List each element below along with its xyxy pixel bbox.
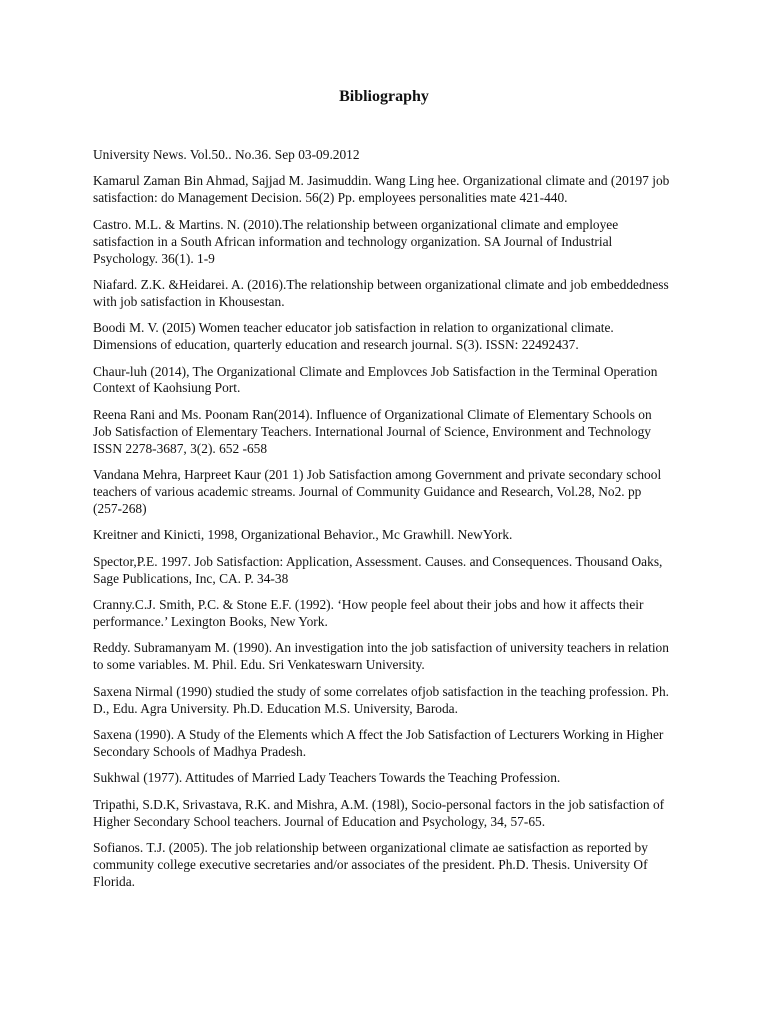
reference-item: Sofianos. T.J. (2005). The job relationship between organizational climate ae satisfaction as reported by community college executive secretaries and/or associates of the president. Ph.D. Thesis. University Of Florida. — [93, 840, 648, 889]
reference-item: Saxena (1990). A Study of the Elements which A ffect the Job Satisfaction of Lecturers Working in Higher Secondary Schools of Madhya Pradesh. — [93, 726, 664, 759]
reference-item: Reena Rani and Ms. Poonam Ran(2014). Influence of Organizational Climate of Elementary Schools on Job Satisfaction of Elementary Teachers. International Journal of Science, Environment and Technology ISSN 2278-3687, 3(2). 652 -658 — [93, 406, 652, 456]
page-title: Bibliography — [339, 88, 429, 105]
reference-item: Boodi M. V. (20I5) Women teacher educator job satisfaction in relation to organizational climate. Dimensions of education, quarterly education and research journal. S(3). ISSN: 22492437. — [93, 320, 614, 353]
reference-item: Chaur-luh (2014), The Organizational Climate and Emplovces Job Satisfaction in the Terminal Operation Context of Kaohsiung Port. — [93, 363, 658, 396]
reference-item: Kamarul Zaman Bin Ahmad, Sajjad M. Jasimuddin. Wang Ling hee. Organizational climate and (20197 job satisfaction: do Management Decision. 56(2) Pp. employees personalities mate 421-440. — [93, 173, 670, 206]
reference-item: Vandana Mehra, Harpreet Kaur (201 1) Job Satisfaction among Government and private secondary school teachers of various academic streams. Journal of Community Guidance and Research, Vol.28, No2. pp (257-268) — [93, 467, 662, 516]
reference-item: Castro. M.L. & Martins. N. (2010).The relationship between organizational climate and employee satisfaction in a South African information and technology organization. SA Journal of Industrial Psychology. 36(1). 1-9 — [93, 216, 619, 266]
reference-item: Kreitner and Kinicti, 1998, Organizational Behavior., Mc Grawhill. NewYork. — [93, 527, 513, 543]
reference-item: Saxena Nirmal (1990) studied the study of some correlates ofjob satisfaction in the teaching profession. Ph. D., Edu. Agra University. Ph.D. Education M.S. University, Baroda. — [93, 683, 670, 716]
reference-item: Reddy. Subramanyam M. (1990). An investigation into the job satisfaction of university teachers in relation to some variables. M. Phil. Edu. Sri Venkateswarn University. — [93, 640, 669, 673]
reference-item: Niafard. Z.K. &Heidarei. A. (2016).The relationship between organizational climate and job embeddedness with job satisfaction in Khousestan. — [93, 276, 669, 309]
reference-item: Spector,P.E. 1997. Job Satisfaction: Application, Assessment. Causes. and Consequences. Thousand Oaks, Sage Publications, Inc, CA. P. 34-38 — [93, 553, 663, 586]
reference-item: Sukhwal (1977). Attitudes of Married Lady Teachers Towards the Teaching Profession. — [93, 770, 561, 786]
reference-item: Cranny.C.J. Smith, P.C. & Stone E.F. (1992). ‘How people feel about their jobs and how it affects their performance.’ Lexington Books, New York. — [93, 597, 644, 629]
reference-item: University News. Vol.50.. No.36. Sep 03-09.2012 — [93, 147, 360, 162]
reference-item: Tripathi, S.D.K, Srivastava, R.K. and Mishra, A.M. (198l), Socio-personal factors in the job satisfaction of Higher Secondary School teachers. Journal of Education and Psychology, 34, 57-65. — [93, 796, 665, 829]
reference-list — [93, 147, 673, 900]
